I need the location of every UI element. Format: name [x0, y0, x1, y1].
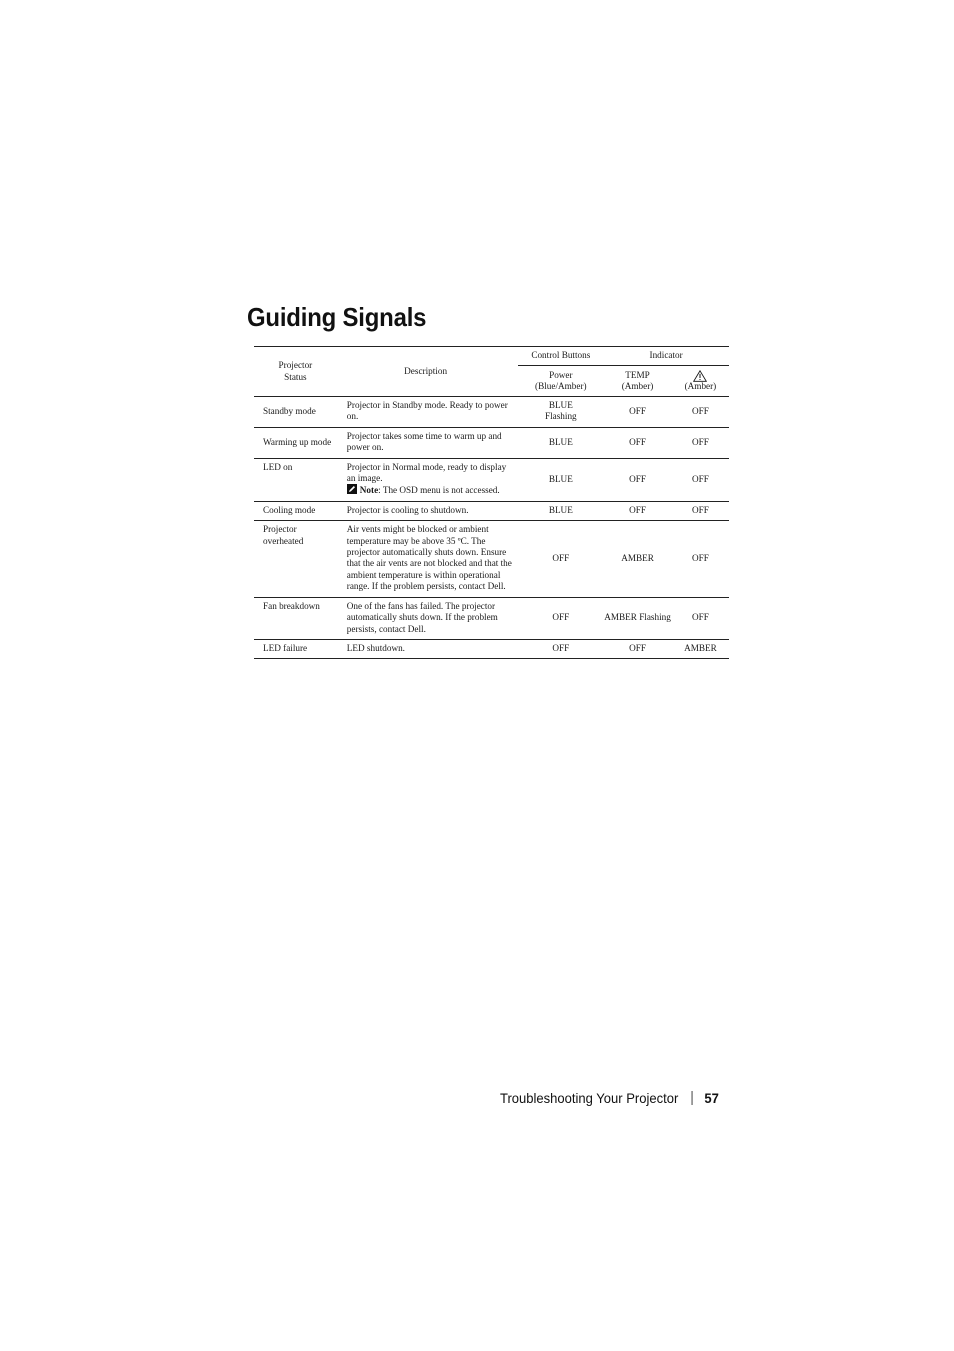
cell-temp: AMBER	[603, 521, 672, 597]
table-header-row	[254, 347, 729, 366]
cell-status: LED failure	[254, 639, 337, 658]
header-temp-line-1: TEMP	[625, 369, 650, 380]
header-status-line-2: Status	[284, 371, 307, 382]
note-pencil-icon	[347, 484, 357, 494]
cell-power-line-2: Flashing	[544, 411, 577, 422]
header-control-buttons: Control Buttons	[518, 347, 603, 366]
footer-section-title: Troubleshooting Your Projector	[500, 1090, 679, 1106]
cell-warning: OFF	[672, 458, 729, 501]
cell-power: BLUE	[518, 427, 603, 458]
note-label: Note	[359, 485, 379, 496]
header-indicator: Indicator	[603, 347, 729, 366]
cell-temp: AMBER Flashing	[603, 597, 672, 639]
page-number: 57	[704, 1090, 719, 1106]
cell-temp: OFF	[603, 397, 672, 428]
header-temp-line-2: (Amber)	[621, 381, 654, 391]
cell-temp: OFF	[603, 639, 672, 658]
cell-description: Projector is cooling to shutdown.	[337, 501, 519, 520]
cell-temp: OFF	[603, 501, 672, 520]
page-footer	[500, 1090, 719, 1106]
guiding-signals-table	[254, 346, 729, 659]
table-row	[254, 427, 729, 458]
cell-description: LED shutdown.	[337, 639, 519, 658]
cell-warning: OFF	[672, 427, 729, 458]
table-row	[254, 521, 729, 597]
cell-power: BLUE	[518, 501, 603, 520]
cell-power: BLUE	[518, 458, 603, 501]
cell-power: OFF	[518, 639, 603, 658]
cell-description	[337, 458, 519, 501]
cell-warning: AMBER	[672, 639, 729, 658]
cell-temp: OFF	[603, 458, 672, 501]
cell-status: Warming up mode	[254, 427, 337, 458]
table-row	[254, 458, 729, 501]
table-row	[254, 397, 729, 428]
header-power	[518, 366, 603, 397]
cell-warning: OFF	[672, 501, 729, 520]
cell-warning: OFF	[672, 597, 729, 639]
header-power-line-2: (Blue/Amber)	[535, 381, 587, 391]
header-description: Description	[337, 347, 519, 397]
cell-description: Projector takes some time to warm up and power on.	[337, 427, 519, 458]
cell-temp: OFF	[603, 427, 672, 458]
cell-status: Standby mode	[254, 397, 337, 428]
footer-separator	[691, 1091, 692, 1105]
cell-warning: OFF	[672, 397, 729, 428]
cell-status: Cooling mode	[254, 501, 337, 520]
cell-description: Projector in Standby mode. Ready to power on.	[337, 397, 519, 428]
header-warning-indicator	[672, 366, 729, 397]
cell-description: One of the fans has failed. The projector automatically shuts down. If the problem persists, contact Dell.	[337, 597, 519, 639]
table-row	[254, 639, 729, 658]
header-temp	[603, 366, 672, 397]
cell-warning: OFF	[672, 521, 729, 597]
header-status-line-1: Projector	[278, 360, 313, 371]
cell-power: OFF	[518, 597, 603, 639]
cell-status: LED on	[254, 458, 337, 501]
cell-status: Projector overheated	[254, 521, 337, 597]
cell-description-text: Projector in Normal mode, ready to display an image.	[346, 461, 507, 484]
cell-power-line-1: BLUE	[548, 400, 573, 410]
table-row	[254, 501, 729, 520]
header-warning-label: (Amber)	[684, 380, 717, 391]
page-title: Guiding Signals	[247, 302, 427, 332]
note-text: : The OSD menu is not accessed.	[378, 485, 500, 496]
cell-description: Air vents might be blocked or ambient temperature may be above 35 ºC. The projector automatically shuts down. Ensure that the air vents are not blocked and that the ambient temperature is within operational range. If the problem persists, contact Dell.	[337, 521, 519, 597]
cell-status: Fan breakdown	[254, 597, 337, 639]
cell-power	[518, 397, 603, 428]
table-row	[254, 597, 729, 639]
header-projector-status	[254, 347, 337, 397]
header-power-line-1: Power	[549, 369, 573, 380]
cell-power: OFF	[518, 521, 603, 597]
